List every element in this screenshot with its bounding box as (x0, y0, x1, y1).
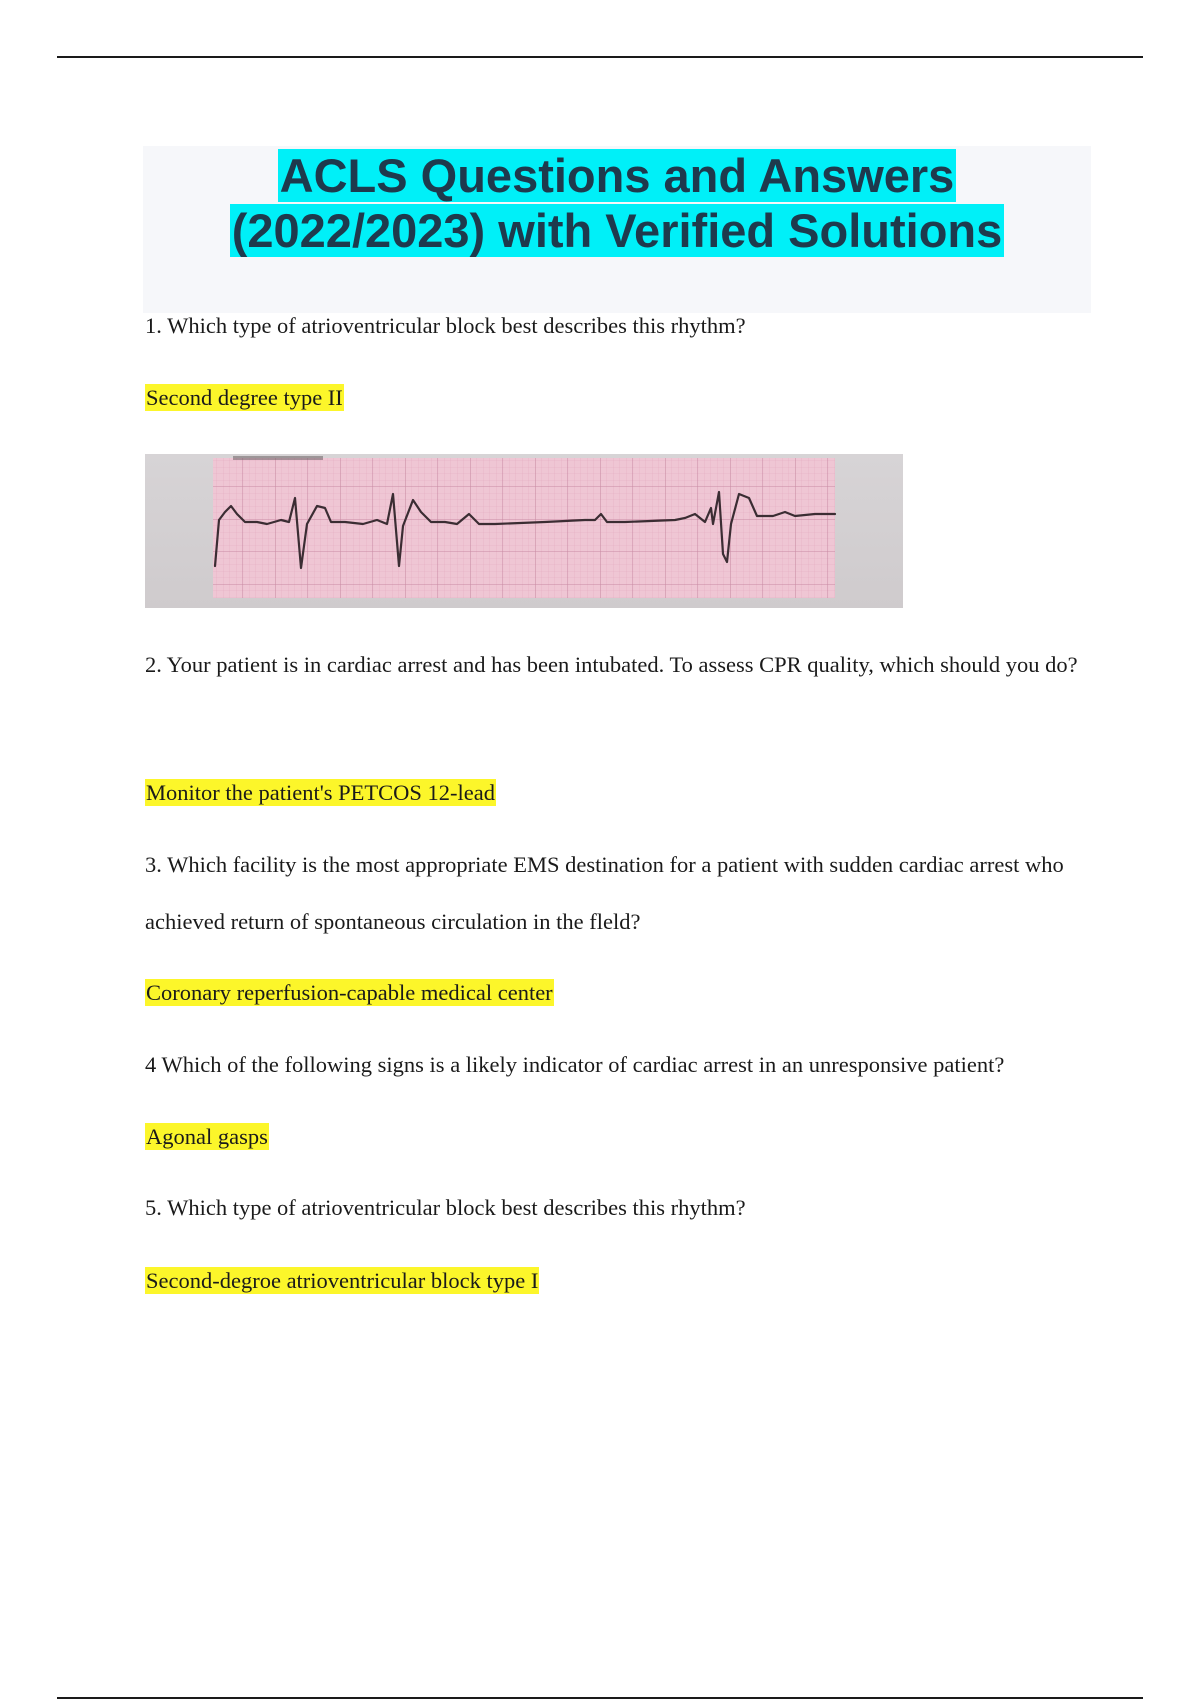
title-line-2: (2022/2023) with Verified Solutions (231, 204, 1003, 257)
answer-5-highlight: Second-degroe atrioventricular block type I (146, 1268, 539, 1293)
answer-4 (145, 1108, 269, 1165)
answer-2 (145, 764, 496, 821)
answer-1-highlight: Second degree type II (146, 385, 343, 410)
ecg-rhythm-strip-image (145, 454, 903, 608)
ecg-strip-graphic (145, 454, 903, 608)
document-title (143, 148, 1091, 258)
answer-3 (145, 964, 554, 1021)
question-1: 1. Which type of atrioventricular block best describes this rhythm? (145, 313, 746, 338)
answer-2-highlight: Monitor the patient's PETCOS 12-lead (146, 780, 496, 805)
answer-5 (145, 1252, 539, 1309)
question-2: 2. Your patient is in cardiac arrest and has been intubated. To assess CPR quality, which should you do? (145, 652, 1078, 677)
question-5: 5. Which type of atrioventricular block best describes this rhythm? (145, 1195, 746, 1220)
question-4: 4 Which of the following signs is a likely indicator of cardiac arrest in an unresponsive patient? (145, 1052, 1005, 1077)
title-line-1: ACLS Questions and Answers (279, 149, 955, 202)
answer-1 (145, 369, 344, 426)
answer-3-highlight: Coronary reperfusion-capable medical center (146, 980, 553, 1005)
top-rule (57, 56, 1143, 58)
bottom-rule (57, 1697, 1143, 1699)
title-banner (143, 146, 1091, 313)
question-3: 3. Which facility is the most appropriate EMS destination for a patient with sudden cardiac arrest who achieved return of spontaneous circulation in the fleld? (145, 852, 1064, 934)
answer-4-highlight: Agonal gasps (146, 1124, 268, 1149)
